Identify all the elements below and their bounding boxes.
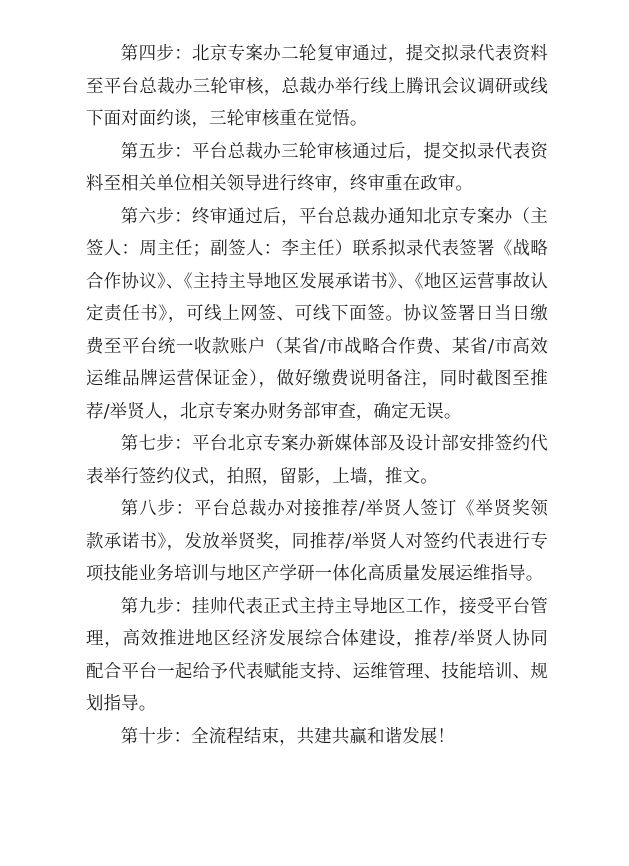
- step-9-paragraph: 第九步：挂帅代表正式主持主导地区工作，接受平台管理，高效推进地区经济发展综合体建设，推荐/举贤人协同配合平台一起给予代表赋能支持、运维管理、技能培训、规划指导。: [86, 596, 548, 714]
- step-5-paragraph: 第五步：平台总裁办三轮审核通过后，提交拟录代表资料至相关单位相关领导进行终审，终审重在政审。: [86, 141, 548, 194]
- step-6-paragraph: 第六步：终审通过后，平台总裁办通知北京专案办（主签人：周主任；副签人：李主任）联系拟录代表签署《战略合作协议》、《主持主导地区发展承诺书》、《地区运营事故认定责任书》，可线上网签、可线下面签。协议签署日当日缴费至平台统一收款账户（某省/市战略合作费、某省/市高效运维品牌运营保证金），做好缴费说明备注，同时截图至推荐/举贤人，北京专案办财务部审查，确定无误。: [86, 206, 548, 422]
- document-body: [86, 38, 548, 753]
- step-7-paragraph: 第七步：平台北京专案办新媒体部及设计部安排签约代表举行签约仪式，拍照，留影，上墙，推文。: [86, 434, 548, 487]
- step-8-paragraph: 第八步：平台总裁办对接推荐/举贤人签订《举贤奖领款承诺书》，发放举贤奖，同推荐/举贤人对签约代表进行专项技能业务培训与地区产学研一体化高质量发展运维指导。: [86, 499, 548, 584]
- step-4-paragraph: 第四步：北京专案办二轮复审通过，提交拟录代表资料至平台总裁办三轮审核，总裁办举行线上腾讯会议调研或线下面对面约谈，三轮审核重在觉悟。: [86, 44, 548, 129]
- step-10-paragraph: 第十步：全流程结束，共建共赢和谐发展！: [120, 726, 456, 747]
